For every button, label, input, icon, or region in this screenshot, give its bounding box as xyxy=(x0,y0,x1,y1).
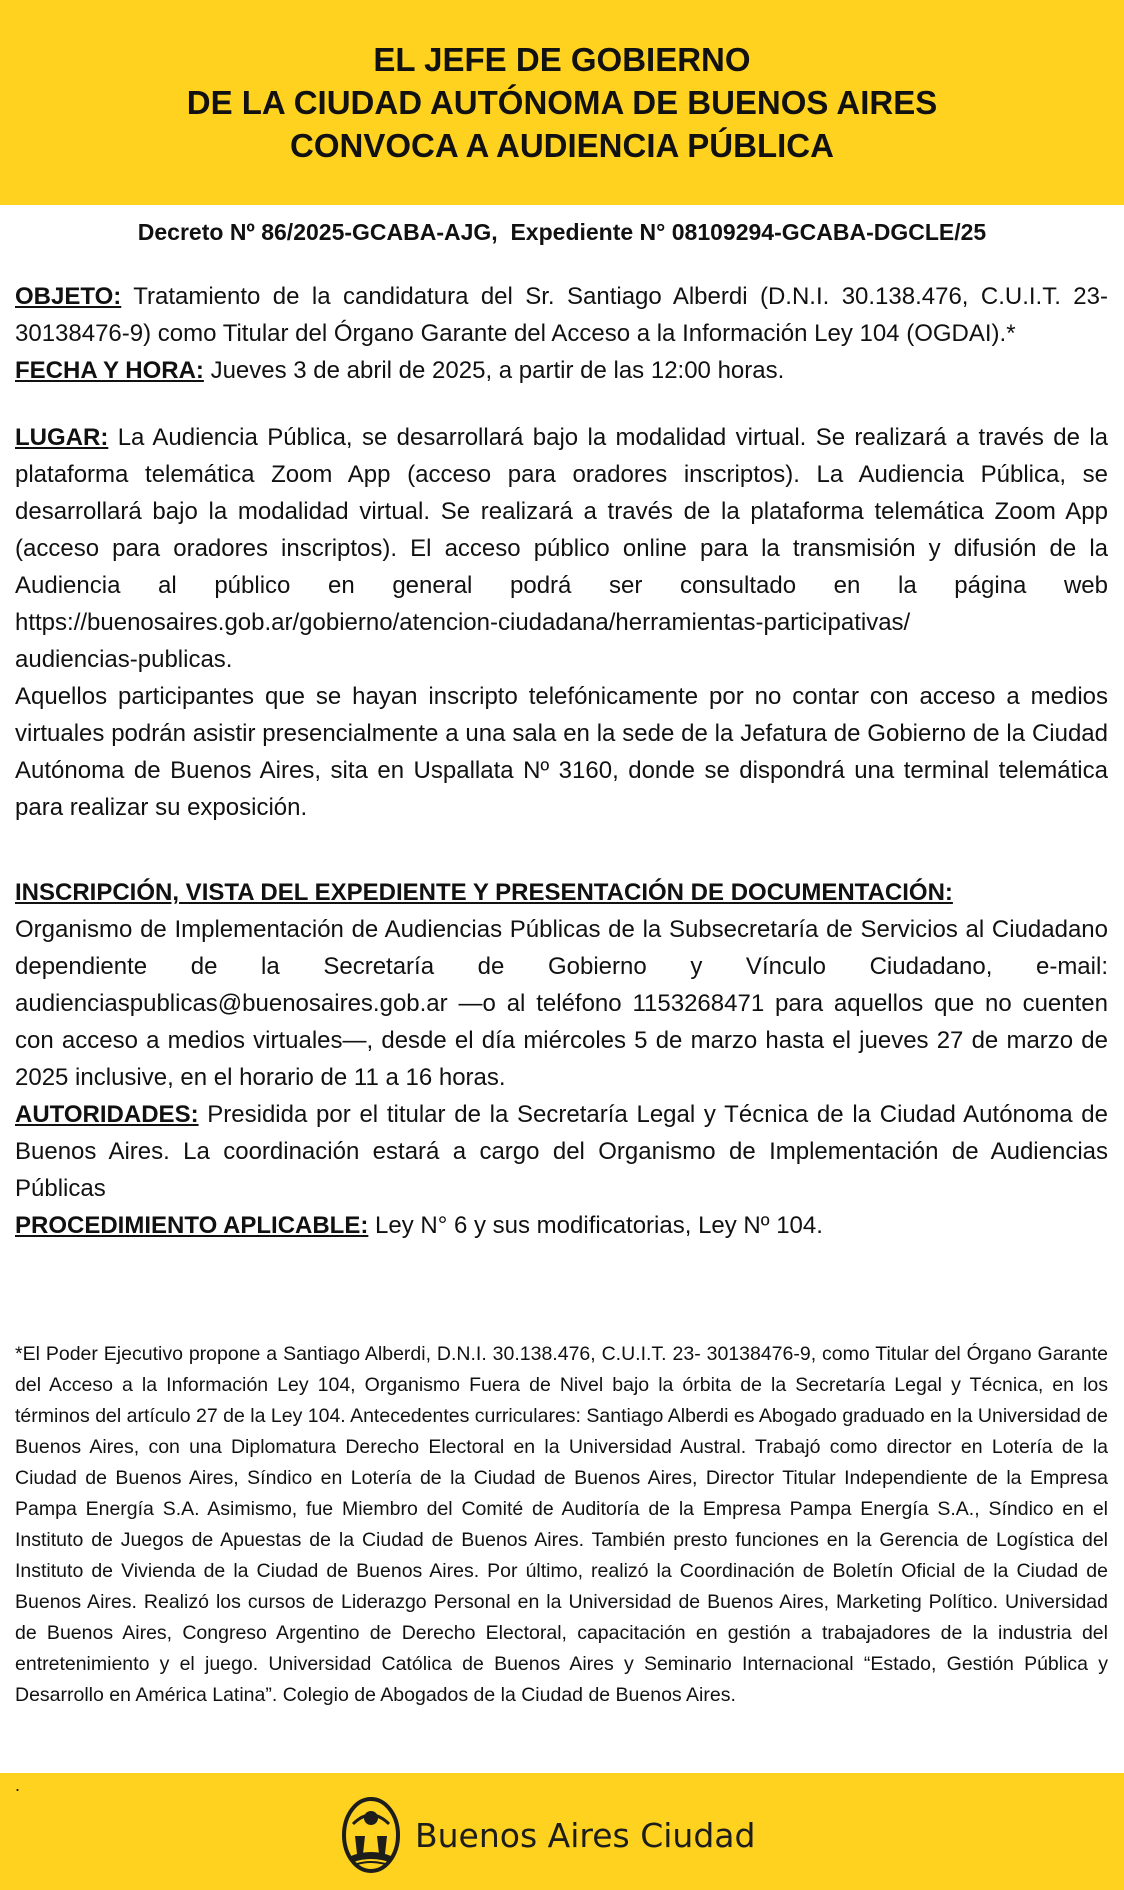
procedimiento-section xyxy=(15,1207,1108,1244)
procedimiento-text: Ley N° 6 y sus modificatorias, Ley Nº 104. xyxy=(368,1212,823,1239)
lugar-url-line-1: https://buenosaires.gob.ar/gobierno/atencion-ciudadana/herramientas-participativas/ xyxy=(15,609,911,636)
lugar-text: La Audiencia Pública, se desarrollará bajo la modalidad virtual. Se realizará a través de la plataforma telemática Zoom App (acceso para oradores inscriptos). La Audiencia Pública, se desarrollará bajo la modalidad virtual. Se realizará a través de la plataforma telemática Zoom App (acceso para oradores inscriptos). El acceso público online para la transmisión y difusión de la Audiencia al público en general podrá ser consultado en la página web xyxy=(15,424,1108,599)
autoridades-text: Presidida por el titular de la Secretaría Legal y Técnica de la Ciudad Autónoma de Buenos Aires. La coordinación estará a cargo del Organismo de Implementación de Audiencias Públicas xyxy=(15,1101,1108,1202)
objeto-label: OBJETO: xyxy=(15,283,122,310)
header-banner xyxy=(0,0,1124,205)
city-coat-of-arms-icon xyxy=(341,1796,401,1874)
notice-body xyxy=(15,278,1108,1244)
footnote-text: *El Poder Ejecutivo propone a Santiago Alberdi, D.N.I. 30.138.476, C.U.I.T. 23- 30138476-9, como Titular del Órgano Garante del Acceso a la Información Ley 104, Organismo Fuera de Nivel bajo la órbita de la Secretaría Legal y Técnica, en los términos del artículo 27 de la Ley 104. Antecedentes curriculares: Santiago Alberdi es Abogado graduado en la Universidad de Buenos Aires, con una Diplomatura Derecho Electoral en la Universidad Austral. Trabajó como director en Lotería de la Ciudad de Buenos Aires, Síndico en Lotería de la Ciudad de Buenos Aires, Director Titular Independiente de la Empresa Pampa Energía S.A. Asimismo, fue Miembro del Comité de Auditoría de la Empresa Pampa Energía S.A., Síndico en el Instituto de Juegos de Apuestas de la Ciudad de Buenos Aires. También presto funciones en la Gerencia de Logística del Instituto de Vivienda de la Ciudad de Buenos Aires. Por último, realizó la Coordinación de Boletín Oficial de la Ciudad de Buenos Aires. Realizó los cursos de Liderazgo Personal en la Universidad de Buenos Aires, Marketing Político. Universidad de Buenos Aires, Congreso Argentino de Derecho Electoral, capacitación en gestión a trabajadores de la industria del entretenimiento y el juego. Universidad Católica de Buenos Aires y Seminario Internacional “Estado, Gestión Pública y Desarrollo en América Latina”. Colegio de Abogados de la Ciudad de Buenos Aires. xyxy=(15,1343,1108,1706)
spacer xyxy=(15,826,1108,874)
fecha-text: Jueves 3 de abril de 2025, a partir de las 12:00 horas. xyxy=(203,357,785,384)
autoridades-section xyxy=(15,1096,1108,1207)
lugar-url-line-2: audiencias-publicas. xyxy=(15,646,233,673)
buenos-aires-ciudad-logo xyxy=(341,1795,755,1875)
lugar-label: LUGAR: xyxy=(15,424,109,451)
header-title-line-3: CONVOCA A AUDIENCIA PÚBLICA xyxy=(290,127,834,164)
candidate-footnote xyxy=(15,1339,1108,1711)
decree-reference: Decreto Nº 86/2025-GCABA-AJG, Expediente N° 08109294-GCABA-DGCLE/25 xyxy=(137,218,987,245)
autoridades-label: AUTORIDADES: xyxy=(15,1101,199,1128)
spacer xyxy=(15,389,1108,419)
fecha-section xyxy=(15,352,1108,389)
footer-dot: . xyxy=(15,1775,21,1795)
inscripcion-label: INSCRIPCIÓN, VISTA DEL EXPEDIENTE Y PRESENTACIÓN DE DOCUMENTACIÓN: xyxy=(15,879,953,906)
objeto-text: Tratamiento de la candidatura del Sr. Santiago Alberdi (D.N.I. 30.138.476, C.U.I.T. 23-30138476-9) como Titular del Órgano Garante del Acceso a la Información Ley 104 (OGDAI).* xyxy=(15,283,1108,347)
lugar-section xyxy=(15,419,1108,604)
procedimiento-label: PROCEDIMIENTO APLICABLE: xyxy=(15,1212,369,1239)
fecha-label: FECHA Y HORA: xyxy=(15,357,204,384)
header-title-line-1: EL JEFE DE GOBIERNO xyxy=(373,41,751,78)
footer-banner xyxy=(0,1773,1124,1890)
lugar-presencial-text: Aquellos participantes que se hayan inscripto telefónicamente por no contar con acceso a medios virtuales podrán asistir presencialmente a una sala en la sede de la Jefatura de Gobierno de la Ciudad Autónoma de Buenos Aires, sita en Uspallata Nº 3160, donde se dispondrá una terminal telemática para realizar su exposición. xyxy=(15,683,1108,821)
objeto-section xyxy=(15,278,1108,352)
inscripcion-section xyxy=(15,874,1108,911)
inscripcion-text: Organismo de Implementación de Audiencias Públicas de la Subsecretaría de Servicios al Ciudadano dependiente de la Secretaría de Gobierno y Vínculo Ciudadano, e-mail: audienciaspublicas@buenosaires.gob.ar —o al teléfono 1153268471 para aquellos que no cuenten con acceso a medios virtuales—, desde el día miércoles 5 de marzo hasta el jueves 27 de marzo de 2025 inclusive, en el horario de 11 a 16 horas. xyxy=(15,916,1108,1091)
header-title-line-2: DE LA CIUDAD AUTÓNOMA DE BUENOS AIRES xyxy=(186,84,938,121)
logo-wordmark: Buenos Aires Ciudad xyxy=(415,1815,756,1855)
